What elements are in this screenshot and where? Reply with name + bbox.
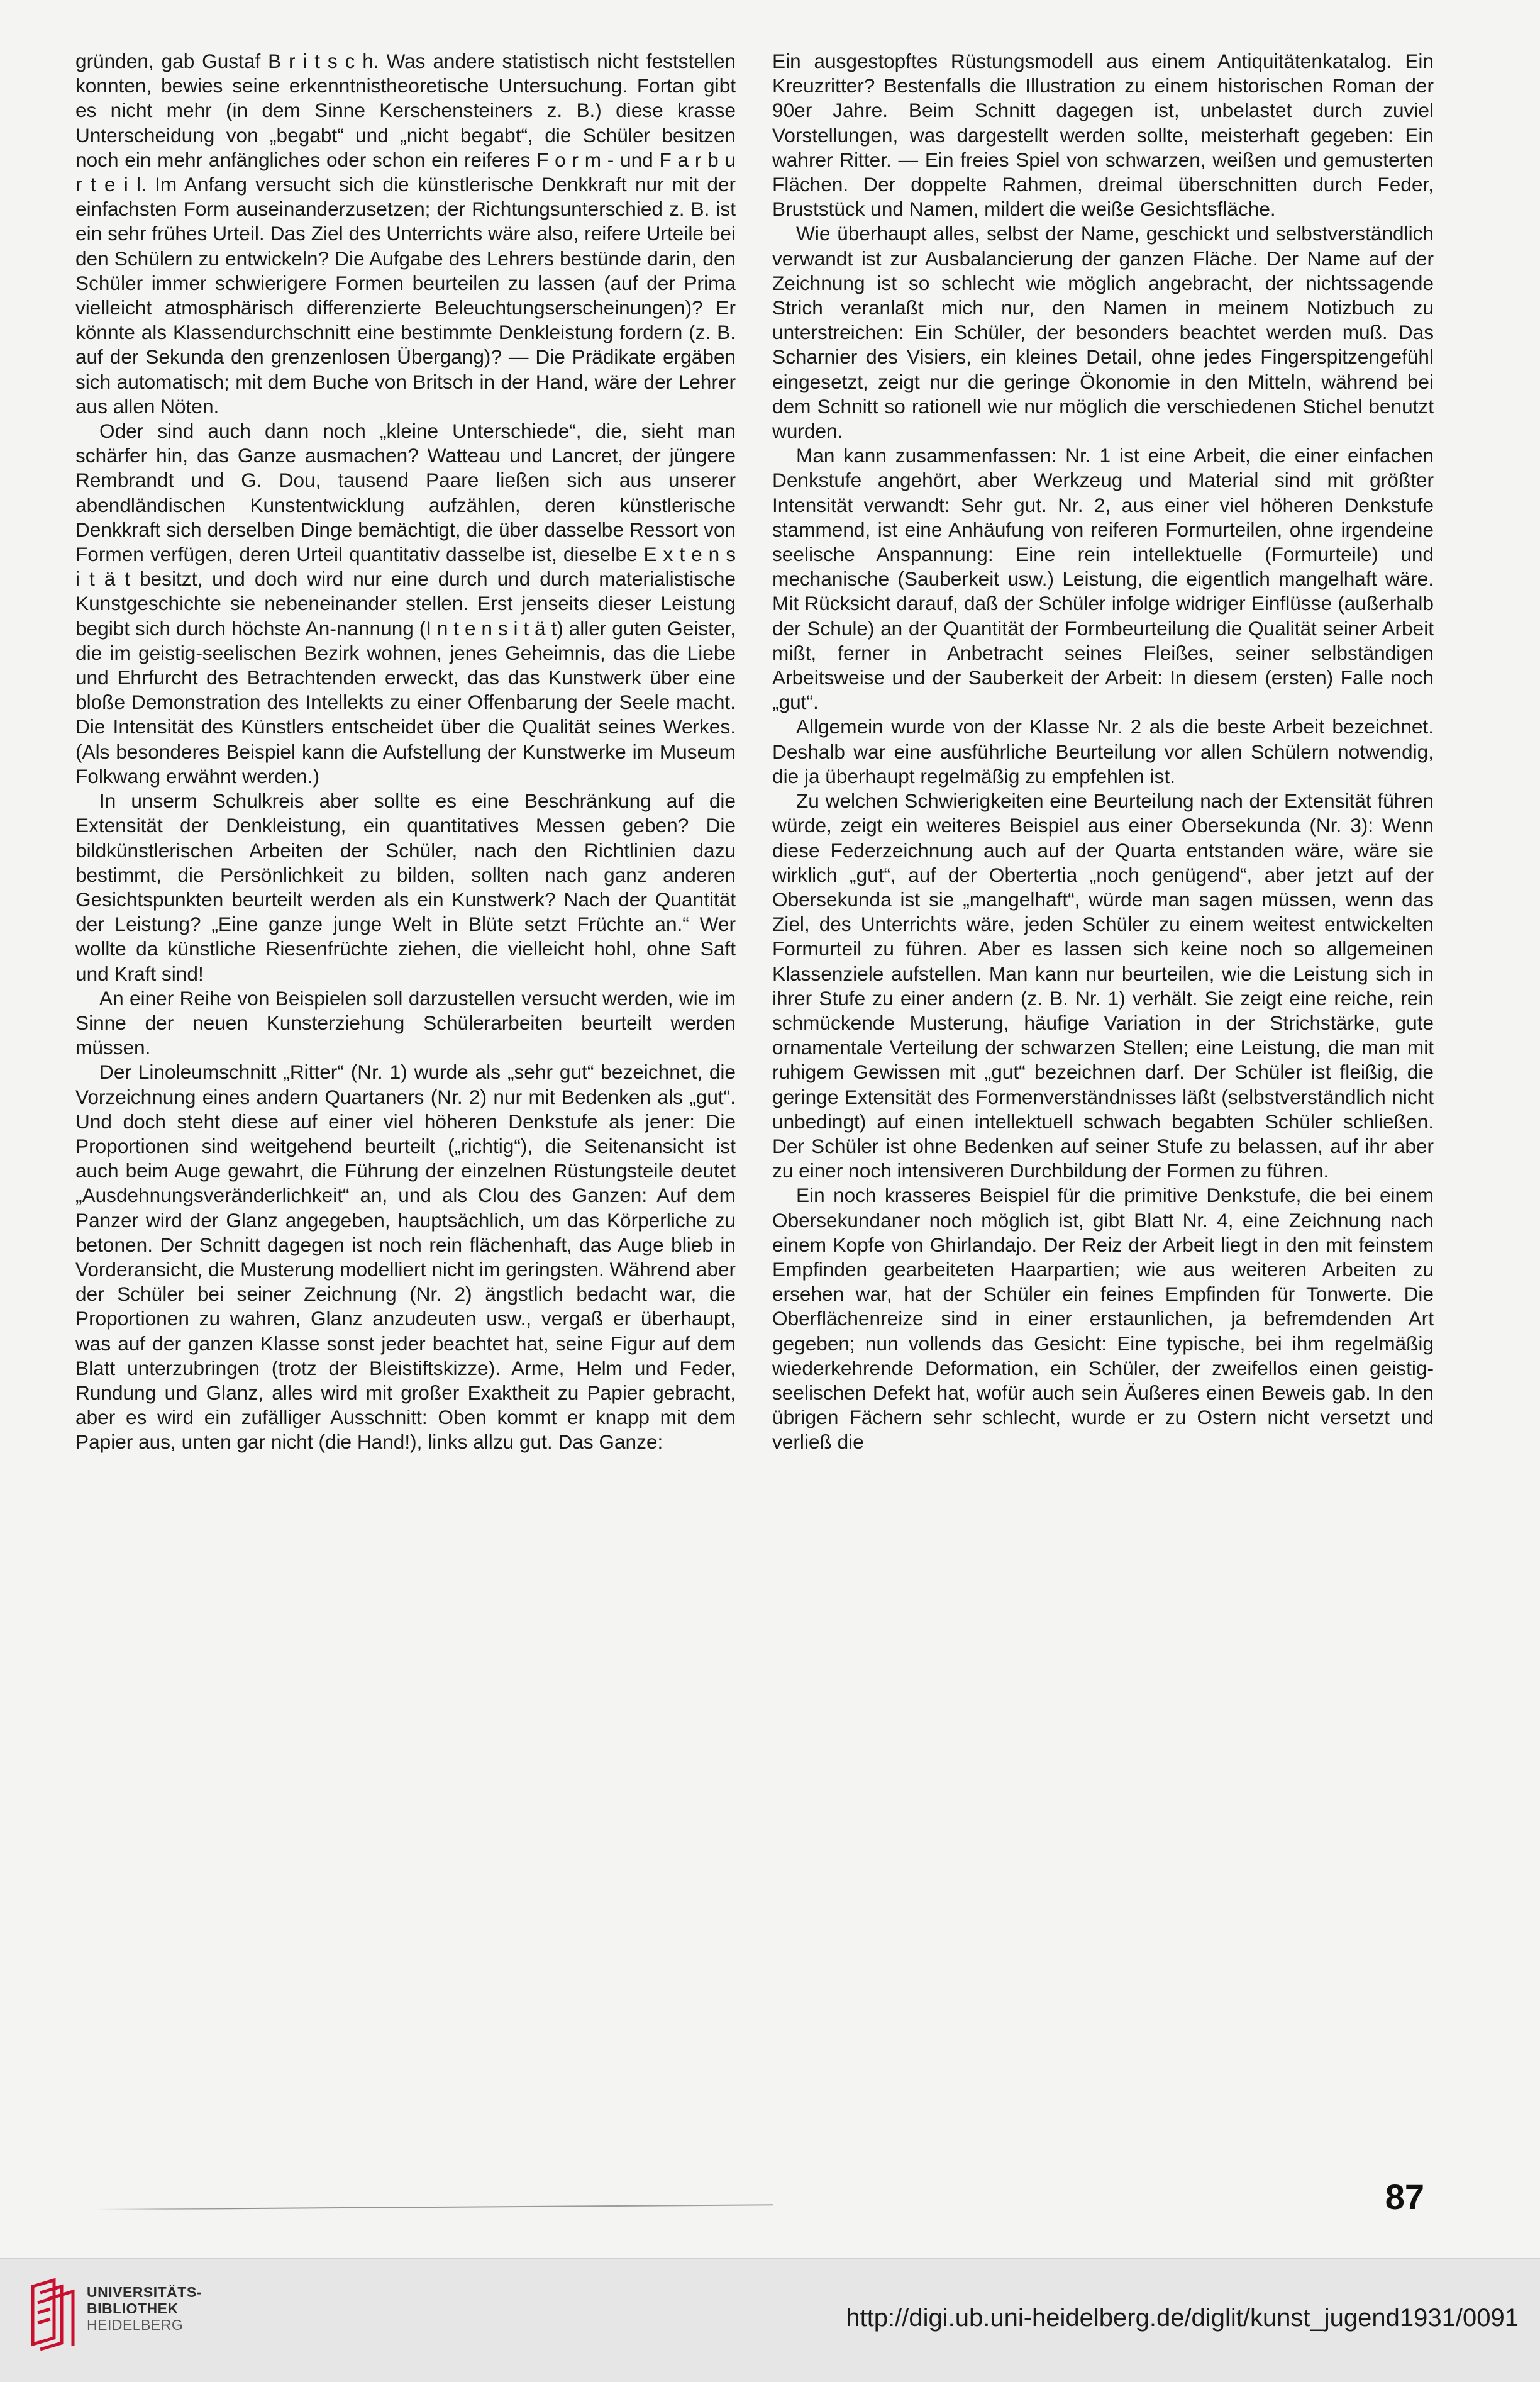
source-url-link[interactable]: http://digi.ub.uni-heidelberg.de/diglit/kunst_jugend1931/0091: [846, 2304, 1519, 2332]
library-name-line: UNIVERSITÄTS-: [87, 2284, 202, 2300]
page-footer-rule: [94, 2204, 773, 2210]
paragraph: gründen, gab Gustaf B r i t s c h. Was andere statistisch nicht feststellen konnten, bewies seine erkenntnistheoretische Untersuchung. Fortan gibt es nicht mehr (in dem Sinne Kerschensteiners z. B.) diese krasse Unterscheidung von „begabt“ und „nicht begabt“, die Schüler besitzen noch ein mehr anfängliches oder schon ein reiferes F o r m - und F a r b u r t e i l. Im Anfang versucht sich die künstlerische Denkkraft nur mit der einfachsten Form auseinanderzusetzen; der Richtungsunterschied z. B. ist ein sehr frühes Urteil. Das Ziel des Unterrichts wäre also, reifere Urteile bei den Schülern zu entwickeln? Die Aufgabe des Lehrers bestünde darin, den Schüler immer schwierigere Formen beurteilen zu lassen (auf der Prima vielleicht atmosphärisch differenzierte Beleuchtungserscheinungen)? Er könnte als Klassendurchschnitt eine bestimmte Denkleistung fordern (z. B. auf der Sekunda den grenzenlosen Übergang)? — Die Prädikate ergäben sich automatisch; mit dem Buche von Britsch in der Hand, wäre der Lehrer aus allen Nöten.: [75, 50, 736, 418]
library-name-line: BIBLIOTHEK: [87, 2300, 179, 2317]
paragraph: Ein noch krasseres Beispiel für die primitive Denkstufe, die bei einem Obersekundaner noch möglich ist, gibt Blatt Nr. 4, eine Zeichnung nach einem Kopfe von Ghirlandajo. Der Reiz der Arbeit liegt in den mit feinstem Empfinden gearbeiteten Haarpartien; wie aus weiteren Arbeiten zu ersehen war, hat der Schüler ein feines Empfinden für Tonwerte. Die Oberflächenreize sind in einer erstaunlichen, ja befremdenden Art gegeben; nun vollends das Gesicht: Eine typische, bei ihm regelmäßig wiederkehrende Deformation, ein Schüler, der zweifellos einen geistig-seelischen Defekt hat, wofür auch sein Äußeres einen Beweis gab. In den übrigen Fächern sehr schlecht, wurde er zu Ostern nicht versetzt und verließ die: [772, 1184, 1434, 1454]
library-logo-icon: [29, 2278, 78, 2352]
paragraph: In unserm Schulkreis aber sollte es eine Beschränkung auf die Extensität der Denkleistung, ein quantitatives Messen geben? Die bildkünstlerischen Arbeiten der Schüler, nach den Richtlinien dazu bestimmt, die Persönlichkeit zu bilden, sollten nach ganz anderen Gesichtspunkten beurteilt werden als ein Kunstwerk? Nach der Quantität der Leistung? „Eine ganze junge Welt in Blüte setzt Früchte an.“ Wer wollte da künstliche Riesenfrüchte ziehen, die vielleicht hohl, ohne Saft und Kraft sind!: [75, 789, 736, 985]
right-text-column: [772, 49, 1434, 1455]
paragraph: Man kann zusammenfassen: Nr. 1 ist eine Arbeit, die einer einfachen Denkstufe angehört, aber Werkzeug und Material sind mit größter Intensität verwandt: Sehr gut. Nr. 2, aus einer viel höheren Denkstufe stammend, ist eine Anhäufung von reiferen Formurteilen, ohne irgendeine seelische Anspannung: Eine rein intellektuelle (Formurteile) und mechanische (Sauberkeit usw.) Leistung, die eigentlich mangelhaft wäre. Mit Rücksicht darauf, daß der Schüler infolge widriger Einflüsse (außerhalb der Schule) an der Quantität der Formbeurteilung die Qualität seiner Arbeit mißt, ferner in Anbetracht seines Fleißes, seiner selbständigen Arbeitsweise und der Sauberkeit der Arbeit: In diesem (ersten) Falle noch „gut“.: [772, 444, 1434, 714]
library-name-line: HEIDELBERG: [87, 2317, 184, 2333]
paragraph: Der Linoleumschnitt „Ritter“ (Nr. 1) wurde als „sehr gut“ bezeichnet, die Vorzeichnung eines andern Quartaners (Nr. 2) nur mit Bedenken als „gut“. Und doch steht diese auf einer viel höheren Denkstufe als jener: Die Proportionen sind weitgehend beurteilt („richtig“), die Seitenansicht ist auch beim Auge gewahrt, die Führung der einzelnen Rüstungsteile deutet „Ausdehnungsveränderlichkeit“ an, und als Clou des Ganzen: Auf dem Panzer wird der Glanz angegeben, hauptsächlich, um das Körperliche zu betonen. Der Schnitt dagegen ist noch rein flächenhaft, das Auge blieb in Vorderansicht, die Musterung modelliert nicht im geringsten. Während aber der Schüler bei seiner Zeichnung (Nr. 2) ängstlich bedacht war, die Proportionen zu wahren, Glanz anzudeuten usw., vergaß er überhaupt, was auf der ganzen Klasse sonst jeder beachtet hat, seine Figur auf dem Blatt unterzubringen (trotz der Bleistiftskizze). Arme, Helm und Feder, Rundung und Glanz, alles wird mit großer Exaktheit zu Papier gebracht, aber es wird ein zufälliger Ausschnitt: Oben kommt er knapp mit dem Papier aus, unten gar nicht (die Hand!), links allzu gut. Das Ganze:: [75, 1060, 736, 1454]
paragraph: Allgemein wurde von der Klasse Nr. 2 als die beste Arbeit bezeichnet. Deshalb war eine ausführliche Beurteilung vor allen Schülern notwendig, die ja überhaupt regelmäßig zu empfehlen ist.: [772, 715, 1434, 788]
library-name: [87, 2284, 202, 2333]
paragraph: Zu welchen Schwierigkeiten eine Beurteilung nach der Extensität führen würde, zeigt ein weiteres Beispiel aus einer Obersekunda (Nr. 3): Wenn diese Federzeichnung auch auf der Quarta entstanden wäre, wäre sie wirklich „gut“, auf der Obertertia „noch genügend“, aber jetzt auf der Obersekunda ist sie „mangelhaft“, würde man sagen müssen, wenn das Ziel, des Unterrichts wäre, jeden Schüler zu einem weitest entwickelten Formurteil zu führen. Aber es lassen sich keine noch so allgemeinen Klassenziele aufstellen. Man kann nur beurteilen, wie die Leistung sich in ihrer Stufe zu einer andern (z. B. Nr. 1) verhält. Sie zeigt eine reiche, rein schmückende Musterung, häufige Variation in der Strichstärke, gute ornamentale Verteilung der schwarzen Stellen; eine Leistung, die man mit ruhigem Gewissen mit „gut“ bezeichnen darf. Der Schüler ist fleißig, die geringe Extensität des Formenverständnisses läßt (selbstverständlich nicht unbedingt) auf einen intellektuell schwach begabten Schüler schließen. Der Schüler ist ohne Bedenken auf seiner Stufe zu belassen, auf ihr aber zu einer noch intensiveren Durchbildung der Formen zu führen.: [772, 789, 1434, 1183]
paragraph: Wie überhaupt alles, selbst der Name, geschickt und selbstverständlich verwandt ist zur Ausbalancierung der ganzen Fläche. Der Name auf der Zeichnung ist so schlecht wie möglich angebracht, der nichtssagende Strich veranlaßt mich nur, den Namen in meinem Notizbuch zu unterstreichen: Ein Schüler, der besonders beachtet werden muß. Das Scharnier des Visiers, ein kleines Detail, ohne jedes Fingerspitzengefühl eingesetzt, zeigt nur die geringe Ökonomie in den Mitteln, während bei dem Schnitt so rationell wie nur möglich die verschiedenen Stichel benutzt wurden.: [772, 222, 1434, 443]
paragraph: An einer Reihe von Beispielen soll darzustellen versucht werden, wie im Sinne der neuen Kunsterziehung Schülerarbeiten beurteilt werden müssen.: [75, 986, 736, 1059]
library-footer: [0, 2258, 1540, 2382]
left-text-column: [75, 49, 736, 1455]
paragraph: Oder sind auch dann noch „kleine Unterschiede“, die, sieht man schärfer hin, das Ganze ausmachen? Watteau und Lancret, der jüngere Rembrandt und G. Dou, tausend Paare ließen sich aus unserer abendländischen Kunstentwicklung aufzählen, deren künstlerische Denkkraft sich derselben Dinge bemächtigt, die über dasselbe Ressort von Formen verfügen, deren Urteil quantitativ dasselbe ist, dieselbe E x t e n s i t ä t besitzt, und doch wird nur eine durch und durch materialistische Kunstgeschichte sie nebeneinander stellen. Erst jenseits dieser Leistung begibt sich durch höchste An-nannung (I n t e n s i t ä t) aller guten Geister, die im geistig-seelischen Bezirk wohnen, jenes Geheimnis, das die Liebe und Ehrfurcht des Betrachtenden erweckt, das das Kunstwerk über eine bloße Demonstration des Intellekts zu einer Offenbarung der Seele macht. Die Intensität des Künstlers entscheidet über die Qualität seines Werkes. (Als besonderes Beispiel kann die Aufstellung der Kunstwerke im Museum Folkwang erwähnt werden.): [75, 420, 736, 788]
paragraph: Ein ausgestopftes Rüstungsmodell aus einem Antiquitätenkatalog. Ein Kreuzritter? Bestenfalls die Illustration zu einem historischen Roman der 90er Jahre. Beim Schnitt dagegen ist, unbelastet durch zuviel Vorstellungen, was dargestellt werden sollte, meisterhaft gegeben: Ein wahrer Ritter. — Ein freies Spiel von schwarzen, weißen und gemusterten Flächen. Der doppelte Rahmen, dreimal überschnitten durch Feder, Bruststück und Namen, mildert die weiße Gesichtsfläche.: [772, 50, 1434, 221]
page-number: 87: [1385, 2177, 1424, 2217]
